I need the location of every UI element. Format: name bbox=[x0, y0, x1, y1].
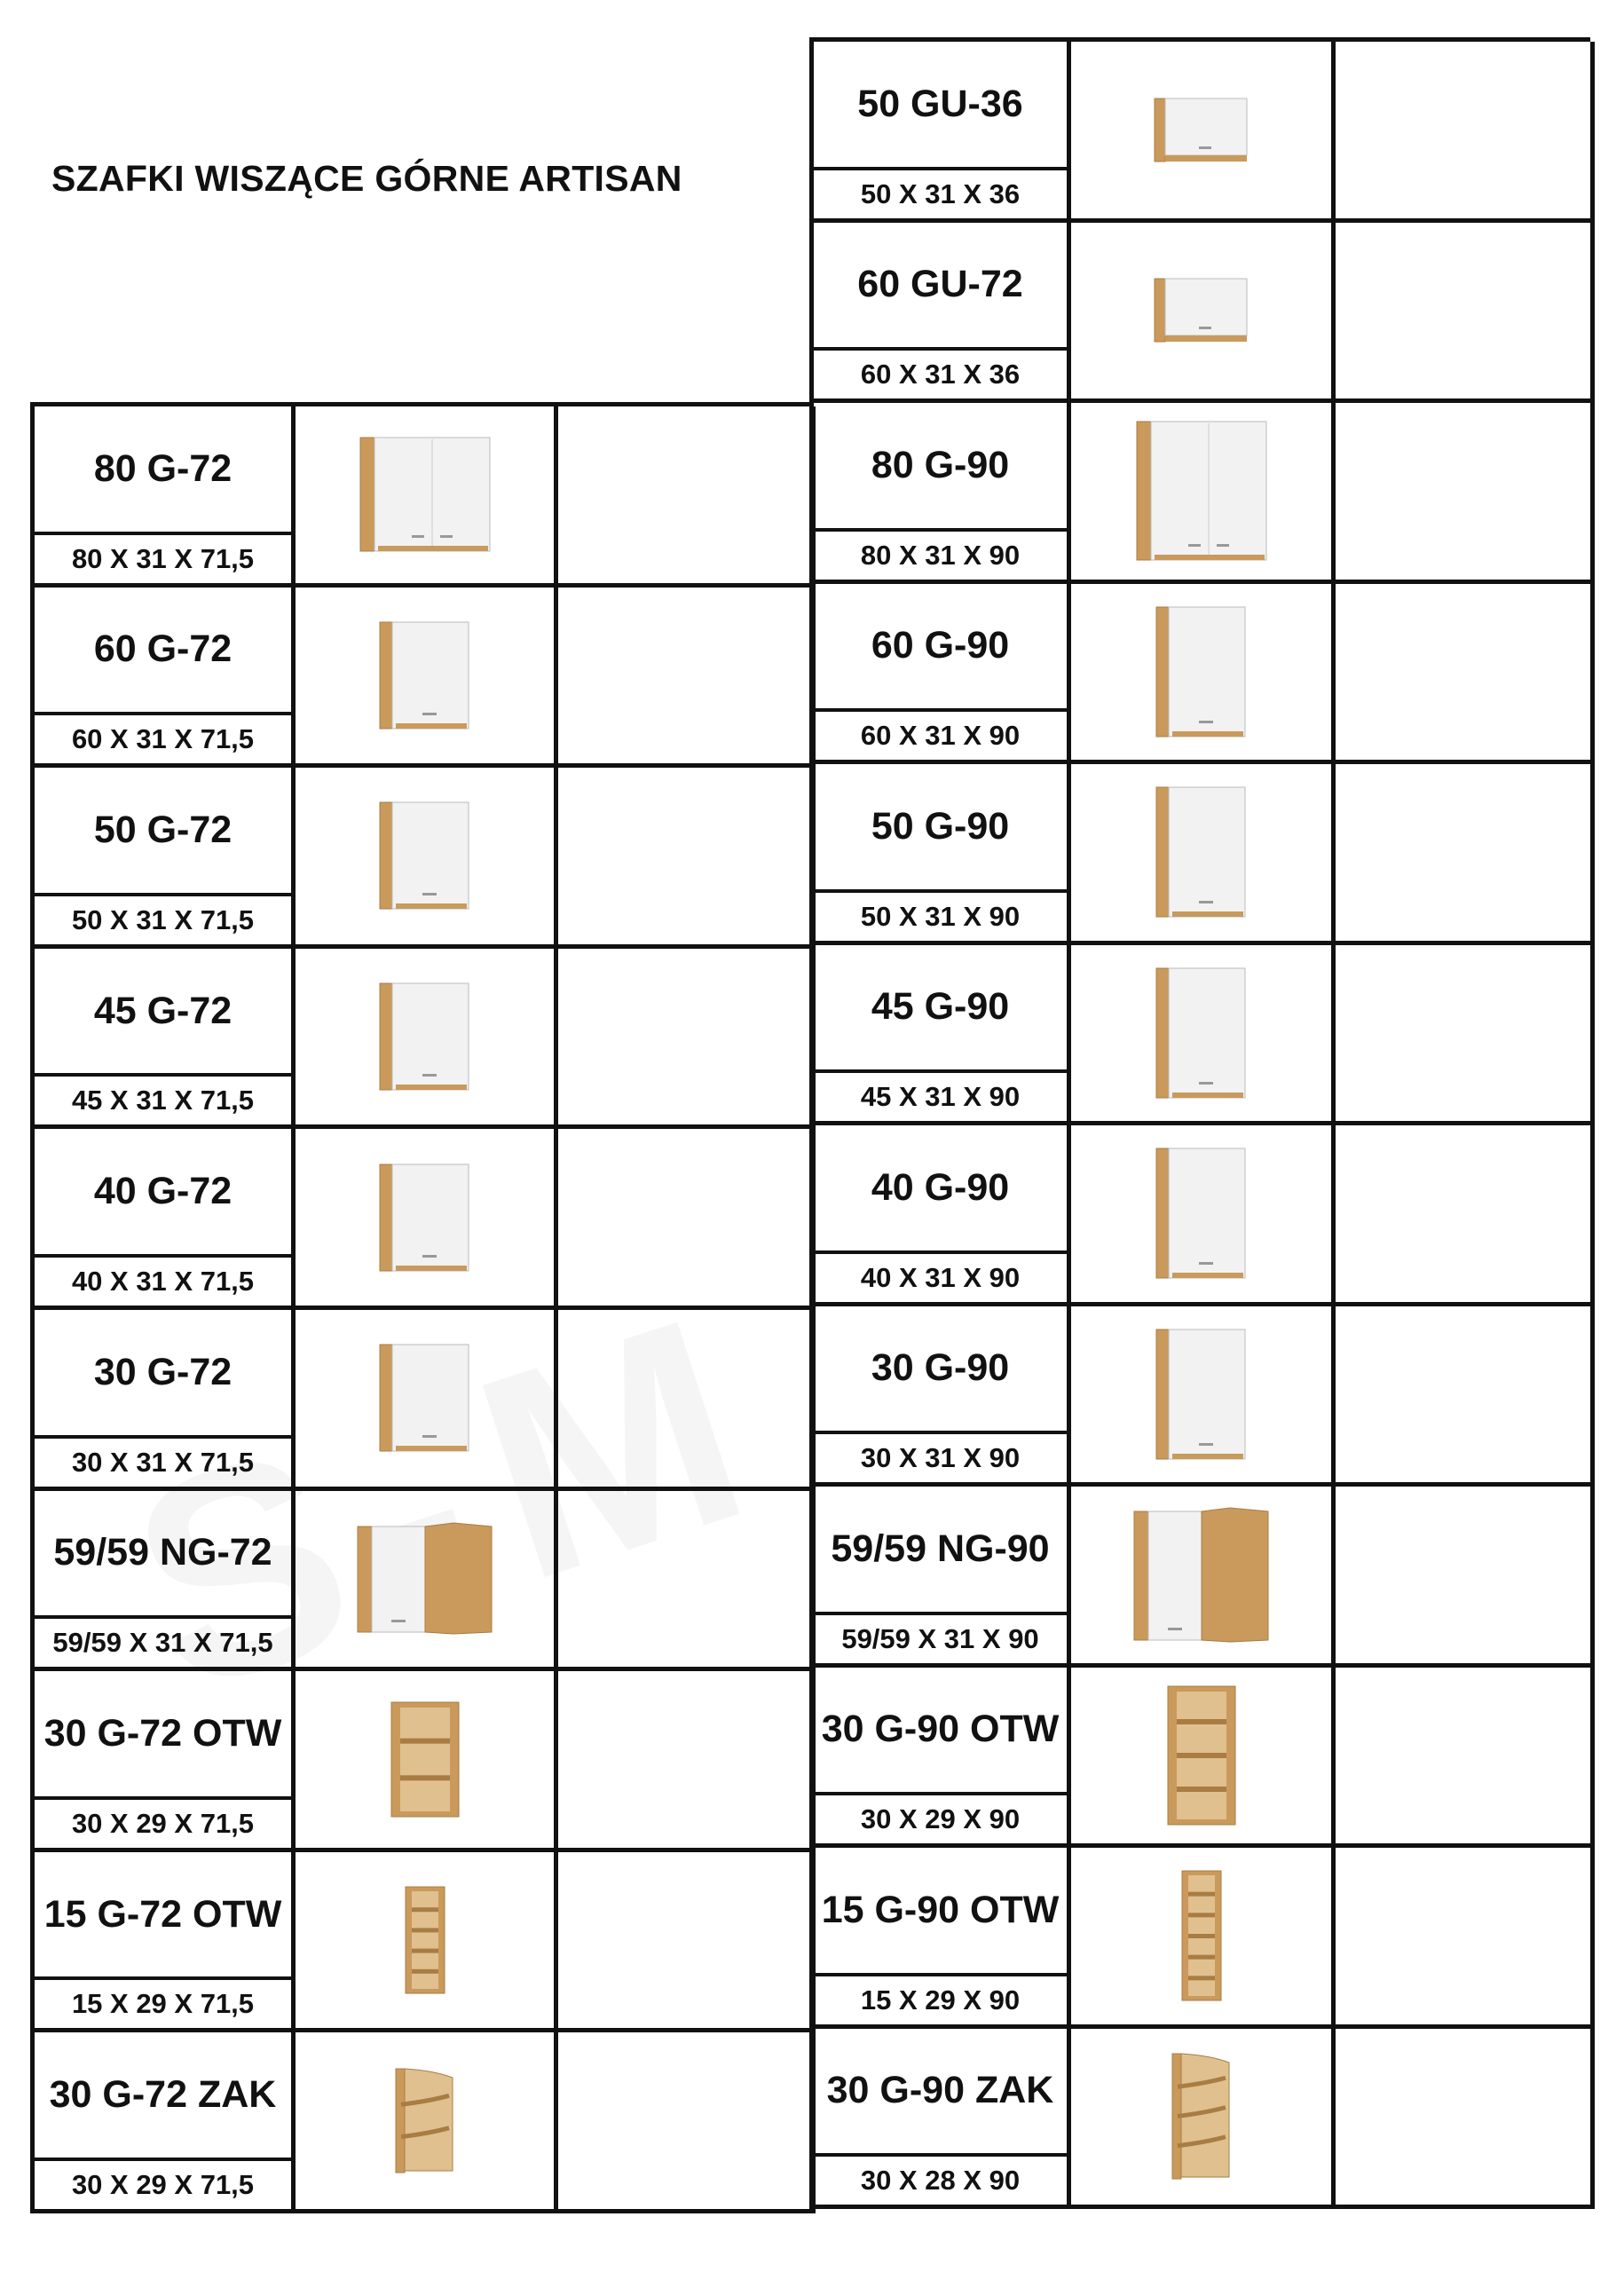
empty-cell bbox=[558, 1852, 816, 2033]
product-code: 30 G-72 bbox=[93, 1350, 233, 1393]
product-dimensions: 30 X 29 X 71,5 bbox=[35, 1796, 291, 1848]
product-code: 40 G-90 bbox=[871, 1165, 1010, 1209]
empty-cell bbox=[558, 1129, 816, 1310]
open-shelf-icon bbox=[296, 1671, 558, 1852]
product-dimensions: 59/59 X 31 X 71,5 bbox=[35, 1615, 291, 1667]
empty-cell bbox=[1336, 2029, 1595, 2210]
code-cell-80-g-72 bbox=[35, 406, 296, 588]
code-cell-60-g-72 bbox=[35, 588, 296, 769]
code-cell-60-g-90 bbox=[814, 584, 1071, 765]
code-cell-30-g-90-zak bbox=[814, 2029, 1071, 2210]
product-code: 45 G-90 bbox=[871, 985, 1010, 1029]
product-dimensions: 60 X 31 X 71,5 bbox=[35, 712, 291, 763]
product-dimensions: 30 X 29 X 90 bbox=[814, 1792, 1067, 1843]
code-cell-60-gu-72 bbox=[814, 223, 1071, 404]
empty-cell bbox=[1336, 223, 1595, 404]
code-cell-80-g-90 bbox=[814, 403, 1071, 584]
product-code: 30 G-90 bbox=[871, 1346, 1010, 1390]
product-code: 60 GU-72 bbox=[857, 263, 1023, 306]
empty-cell bbox=[558, 1310, 816, 1491]
code-cell-15-g-72-otw bbox=[35, 1852, 296, 2033]
cabinet-1door-icon bbox=[296, 1129, 558, 1310]
product-dimensions: 30 X 31 X 71,5 bbox=[35, 1435, 291, 1487]
product-code: 59/59 NG-72 bbox=[53, 1531, 272, 1574]
empty-cell bbox=[1336, 1125, 1595, 1306]
product-code: 50 G-90 bbox=[871, 804, 1010, 848]
empty-cell bbox=[1336, 42, 1595, 223]
product-code: 80 G-90 bbox=[871, 443, 1010, 486]
empty-cell bbox=[558, 406, 816, 588]
empty-cell bbox=[1336, 584, 1595, 765]
product-code: 50 GU-36 bbox=[857, 82, 1023, 125]
empty-cell bbox=[1336, 1848, 1595, 2029]
product-dimensions: 45 X 31 X 90 bbox=[814, 1069, 1067, 1121]
product-dimensions: 30 X 29 X 71,5 bbox=[35, 2158, 291, 2209]
empty-cell bbox=[1336, 1487, 1595, 1668]
code-cell-50-g-90 bbox=[814, 764, 1071, 945]
cabinet-1door-icon bbox=[1071, 945, 1336, 1126]
code-cell-50-g-72 bbox=[35, 768, 296, 949]
product-dimensions: 30 X 28 X 90 bbox=[814, 2153, 1067, 2205]
product-dimensions: 15 X 29 X 71,5 bbox=[35, 1976, 291, 2028]
cabinet-2door-icon bbox=[1071, 403, 1336, 584]
product-dimensions: 59/59 X 31 X 90 bbox=[814, 1612, 1067, 1663]
empty-cell bbox=[558, 2032, 816, 2213]
product-dimensions: 80 X 31 X 71,5 bbox=[35, 532, 291, 583]
cabinet-1door-icon bbox=[296, 949, 558, 1130]
product-code: 50 G-72 bbox=[93, 808, 233, 851]
product-code: 40 G-72 bbox=[93, 1170, 233, 1213]
product-code: 60 G-90 bbox=[871, 624, 1010, 667]
empty-cell bbox=[1336, 1306, 1595, 1487]
product-code: 30 G-72 ZAK bbox=[49, 2073, 277, 2117]
product-dimensions: 15 X 29 X 90 bbox=[814, 1973, 1067, 2024]
product-dimensions: 60 X 31 X 90 bbox=[814, 708, 1067, 760]
product-dimensions: 50 X 31 X 71,5 bbox=[35, 893, 291, 944]
product-code: 30 G-90 OTW bbox=[821, 1708, 1060, 1751]
page-title: SZAFKI WISZĄCE GÓRNE ARTISAN bbox=[51, 158, 682, 199]
empty-cell bbox=[1336, 764, 1595, 945]
product-dimensions: 40 X 31 X 90 bbox=[814, 1250, 1067, 1302]
code-cell-40-g-90 bbox=[814, 1125, 1071, 1306]
empty-cell bbox=[1336, 945, 1595, 1126]
code-cell-50-gu-36 bbox=[814, 42, 1071, 223]
code-cell-59-59-ng-72 bbox=[35, 1491, 296, 1672]
cabinet-1door-icon bbox=[1071, 584, 1336, 765]
code-cell-30-g-90 bbox=[814, 1306, 1071, 1487]
cabinet-1door-icon bbox=[1071, 1306, 1336, 1487]
product-code: 80 G-72 bbox=[93, 446, 233, 490]
product-code: 59/59 NG-90 bbox=[831, 1526, 1050, 1570]
empty-cell bbox=[558, 1671, 816, 1852]
product-dimensions: 50 X 31 X 36 bbox=[814, 167, 1067, 218]
code-cell-40-g-72 bbox=[35, 1129, 296, 1310]
upper-cabinets-table-right bbox=[809, 37, 1590, 2209]
empty-cell bbox=[558, 949, 816, 1130]
code-cell-30-g-72 bbox=[35, 1310, 296, 1491]
code-cell-30-g-90-otw bbox=[814, 1668, 1071, 1849]
product-dimensions: 80 X 31 X 90 bbox=[814, 528, 1067, 580]
end-shelf-icon bbox=[1071, 2029, 1336, 2210]
empty-cell bbox=[1336, 403, 1595, 584]
product-code: 15 G-90 OTW bbox=[821, 1888, 1060, 1931]
flap-cabinet-icon bbox=[1071, 42, 1336, 223]
product-code: 30 G-72 OTW bbox=[43, 1711, 282, 1755]
product-code: 45 G-72 bbox=[93, 989, 233, 1032]
product-code: 60 G-72 bbox=[93, 627, 233, 671]
empty-cell bbox=[1336, 1668, 1595, 1849]
flap-cabinet-icon bbox=[1071, 223, 1336, 404]
open-shelf-icon bbox=[1071, 1668, 1336, 1849]
product-dimensions: 60 X 31 X 36 bbox=[814, 347, 1067, 398]
empty-cell bbox=[558, 588, 816, 769]
narrow-shelf-icon bbox=[296, 1852, 558, 2033]
empty-cell bbox=[558, 1491, 816, 1672]
cabinet-1door-icon bbox=[296, 1310, 558, 1491]
cabinet-1door-icon bbox=[296, 588, 558, 769]
product-dimensions: 45 X 31 X 71,5 bbox=[35, 1073, 291, 1124]
corner-cabinet-icon bbox=[1071, 1487, 1336, 1668]
empty-cell bbox=[558, 768, 816, 949]
product-dimensions: 40 X 31 X 71,5 bbox=[35, 1254, 291, 1306]
product-code: 30 G-90 ZAK bbox=[826, 2069, 1054, 2112]
end-shelf-icon bbox=[296, 2032, 558, 2213]
product-dimensions: 30 X 31 X 90 bbox=[814, 1431, 1067, 1482]
narrow-shelf-icon bbox=[1071, 1848, 1336, 2029]
cabinet-2door-icon bbox=[296, 406, 558, 588]
cabinet-1door-icon bbox=[1071, 764, 1336, 945]
corner-cabinet-icon bbox=[296, 1491, 558, 1672]
cabinet-1door-icon bbox=[1071, 1125, 1336, 1306]
product-dimensions: 50 X 31 X 90 bbox=[814, 889, 1067, 941]
code-cell-59-59-ng-90 bbox=[814, 1487, 1071, 1668]
product-code: 15 G-72 OTW bbox=[43, 1892, 282, 1936]
upper-cabinets-table-left bbox=[30, 402, 811, 2213]
cabinet-1door-icon bbox=[296, 768, 558, 949]
code-cell-45-g-72 bbox=[35, 949, 296, 1130]
code-cell-30-g-72-zak bbox=[35, 2032, 296, 2213]
code-cell-45-g-90 bbox=[814, 945, 1071, 1126]
code-cell-15-g-90-otw bbox=[814, 1848, 1071, 2029]
code-cell-30-g-72-otw bbox=[35, 1671, 296, 1852]
